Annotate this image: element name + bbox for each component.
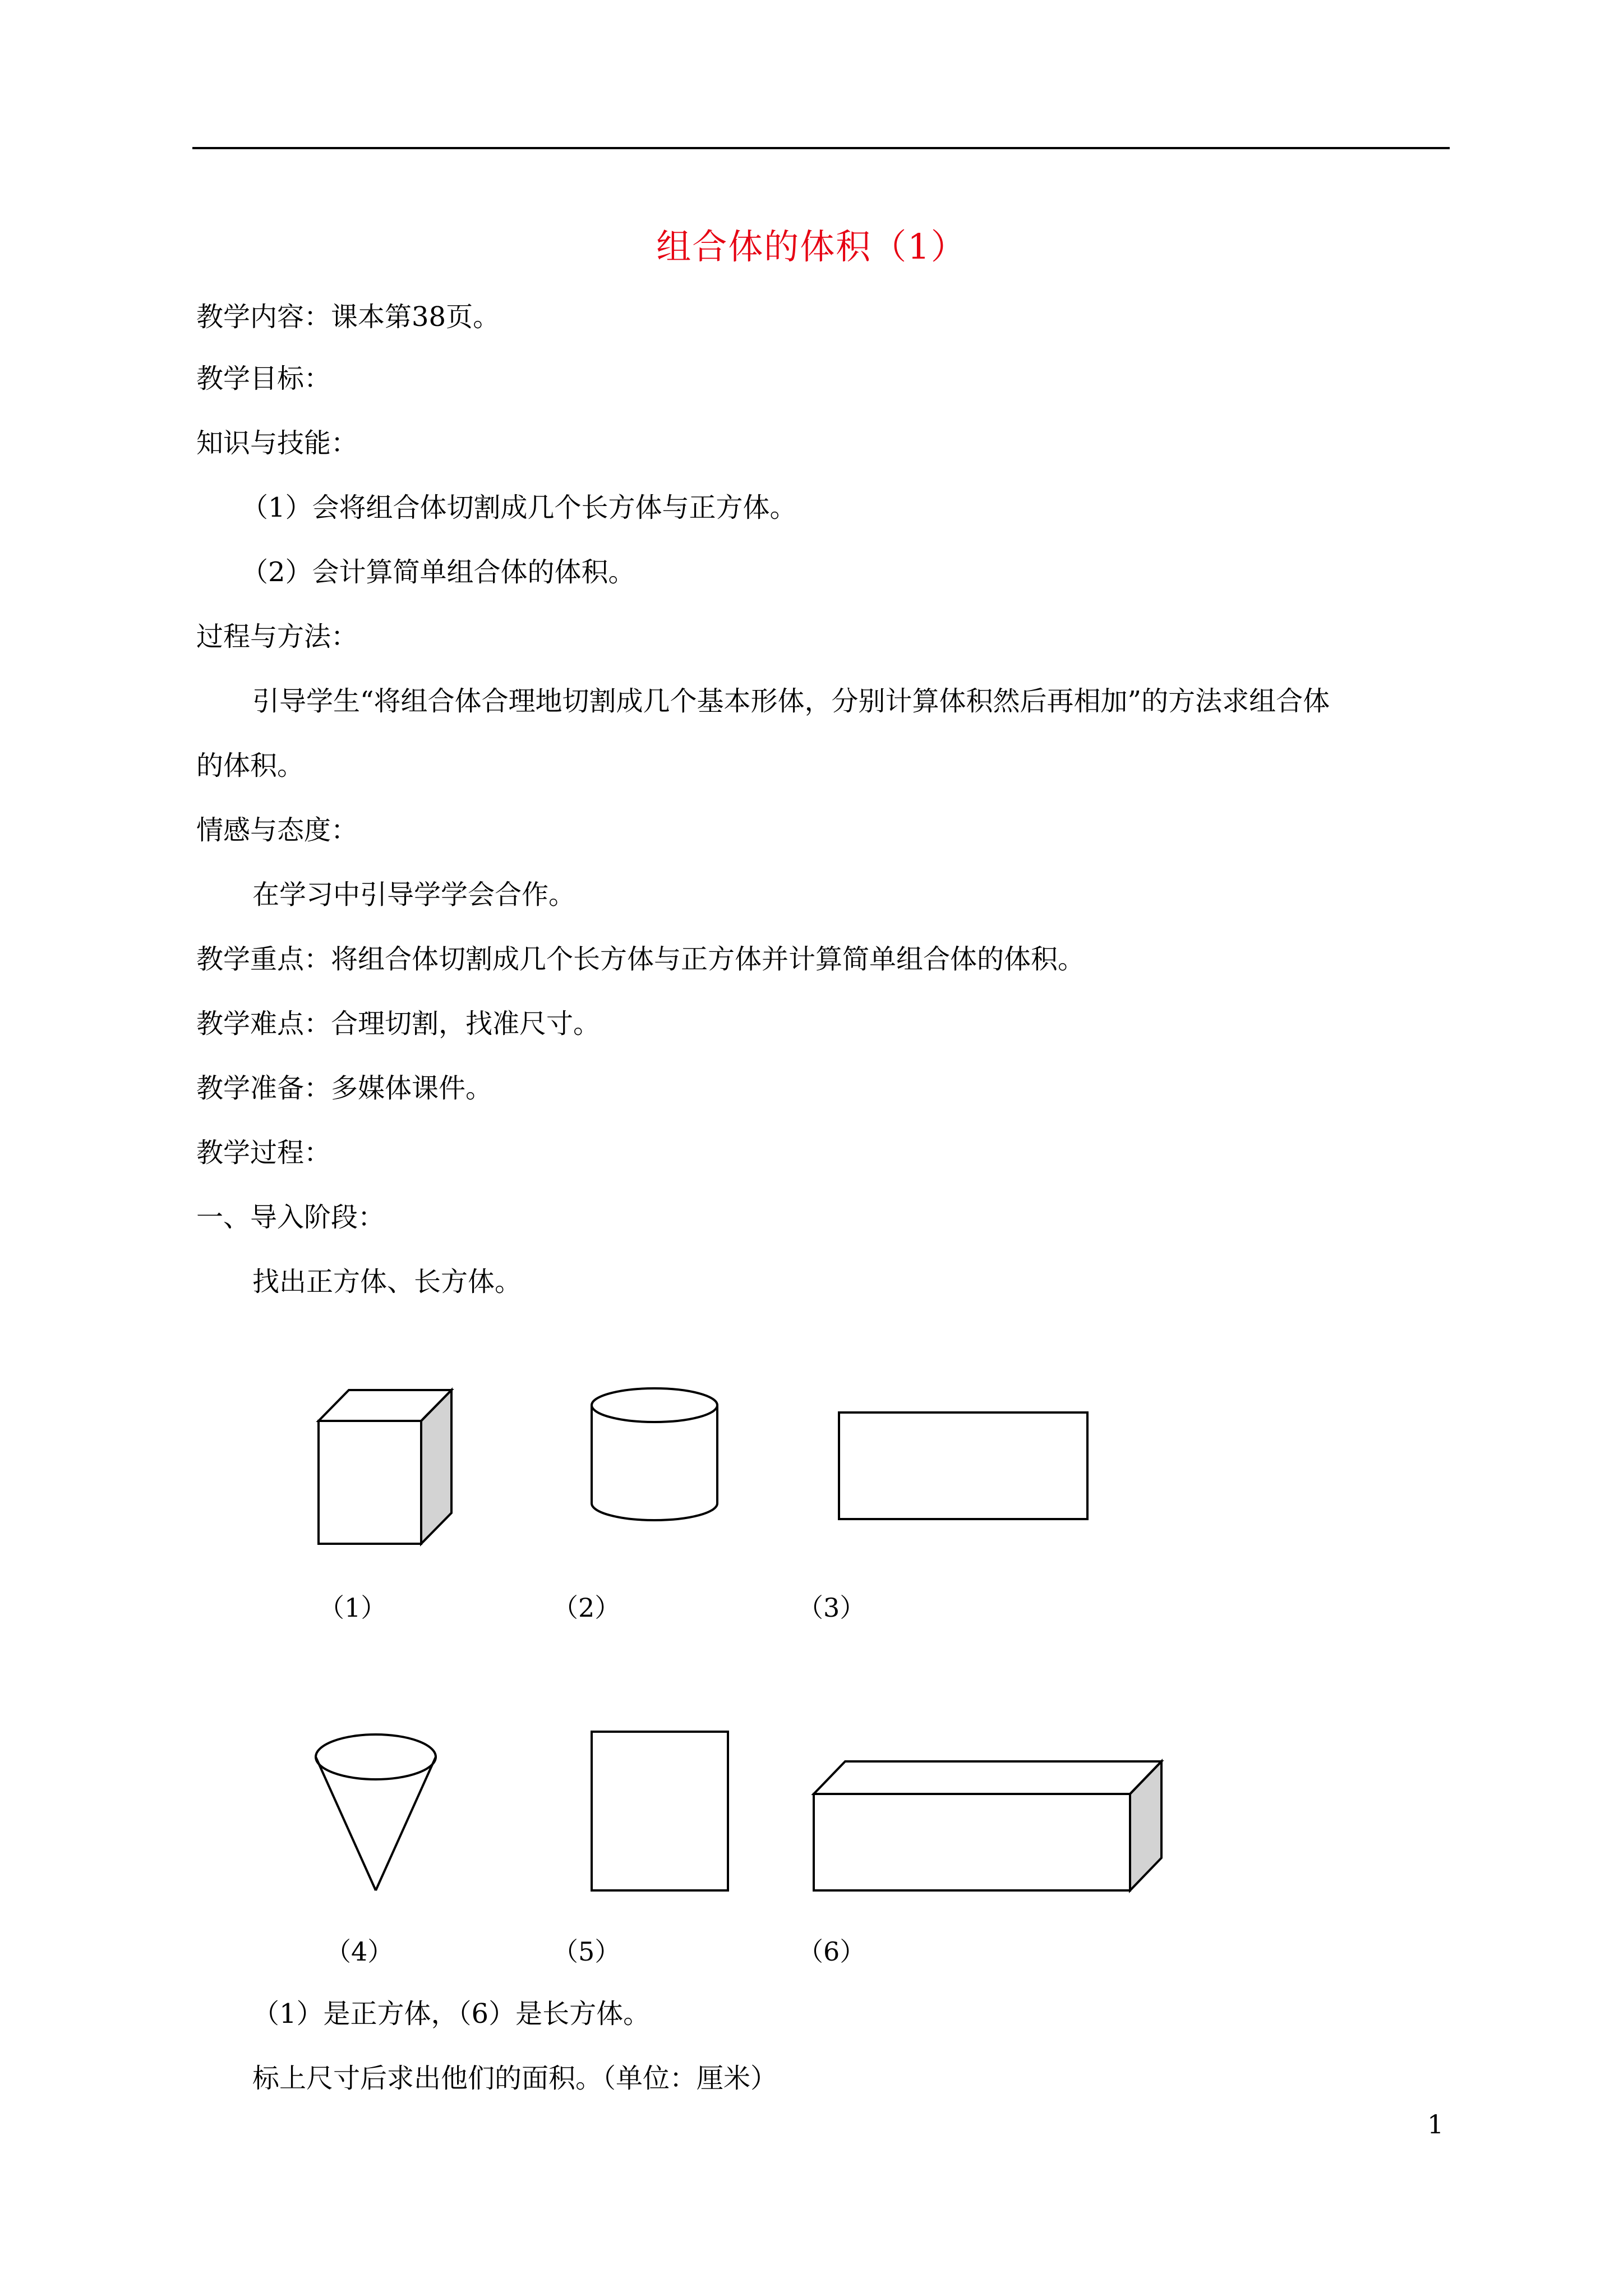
cuboid-shape bbox=[814, 1761, 1161, 1890]
text-line: 情感与态度： bbox=[196, 815, 358, 846]
figure-label: （5） bbox=[552, 1936, 621, 1967]
figure-label: （2） bbox=[552, 1593, 621, 1623]
text-line: 教学过程： bbox=[196, 1137, 331, 1168]
figure-label: （1） bbox=[319, 1593, 387, 1623]
text-line: 教学目标： bbox=[196, 363, 331, 394]
text-line: 引导学生“将组合体合理地切割成几个基本形体，分别计算体积然后再相加”的方法求组合体 bbox=[252, 685, 1330, 717]
cylinder-shape bbox=[592, 1388, 717, 1520]
text-line: 教学准备：多媒体课件。 bbox=[196, 1073, 493, 1104]
text-line: （2）会计算简单组合体的体积。 bbox=[241, 556, 635, 588]
text-line: （1）是正方体，（6）是长方体。 bbox=[252, 1998, 651, 2030]
text-line: 知识与技能： bbox=[196, 427, 358, 459]
page-number: 1 bbox=[1427, 2109, 1444, 2139]
text-line: 找出正方体、长方体。 bbox=[252, 1266, 522, 1297]
cone-shape bbox=[316, 1734, 436, 1890]
text-line: 教学内容：课本第38页。 bbox=[196, 301, 500, 333]
figure-label: （4） bbox=[325, 1936, 394, 1967]
text-line: 在学习中引导学学会合作。 bbox=[252, 879, 576, 910]
text-line: 一、导入阶段： bbox=[196, 1202, 385, 1233]
text-line: 的体积。 bbox=[196, 750, 305, 781]
rectangle-shape bbox=[839, 1412, 1087, 1519]
text-line: 过程与方法： bbox=[196, 621, 358, 652]
text-line: 教学重点：将组合体切割成几个长方体与正方体并计算简单组合体的体积。 bbox=[196, 944, 1085, 975]
cube-shape bbox=[319, 1390, 451, 1544]
figure-label: （6） bbox=[797, 1936, 866, 1967]
square-shape bbox=[592, 1732, 728, 1890]
text-line: （1）会将组合体切割成几个长方体与正方体。 bbox=[241, 492, 797, 523]
text-line: 教学难点：合理切割，找准尺寸。 bbox=[196, 1008, 601, 1039]
text-line: 标上尺寸后求出他们的面积。（单位：厘米） bbox=[252, 2063, 778, 2094]
page-title: 组合体的体积（1） bbox=[656, 226, 967, 267]
figure-label: （3） bbox=[797, 1593, 866, 1623]
